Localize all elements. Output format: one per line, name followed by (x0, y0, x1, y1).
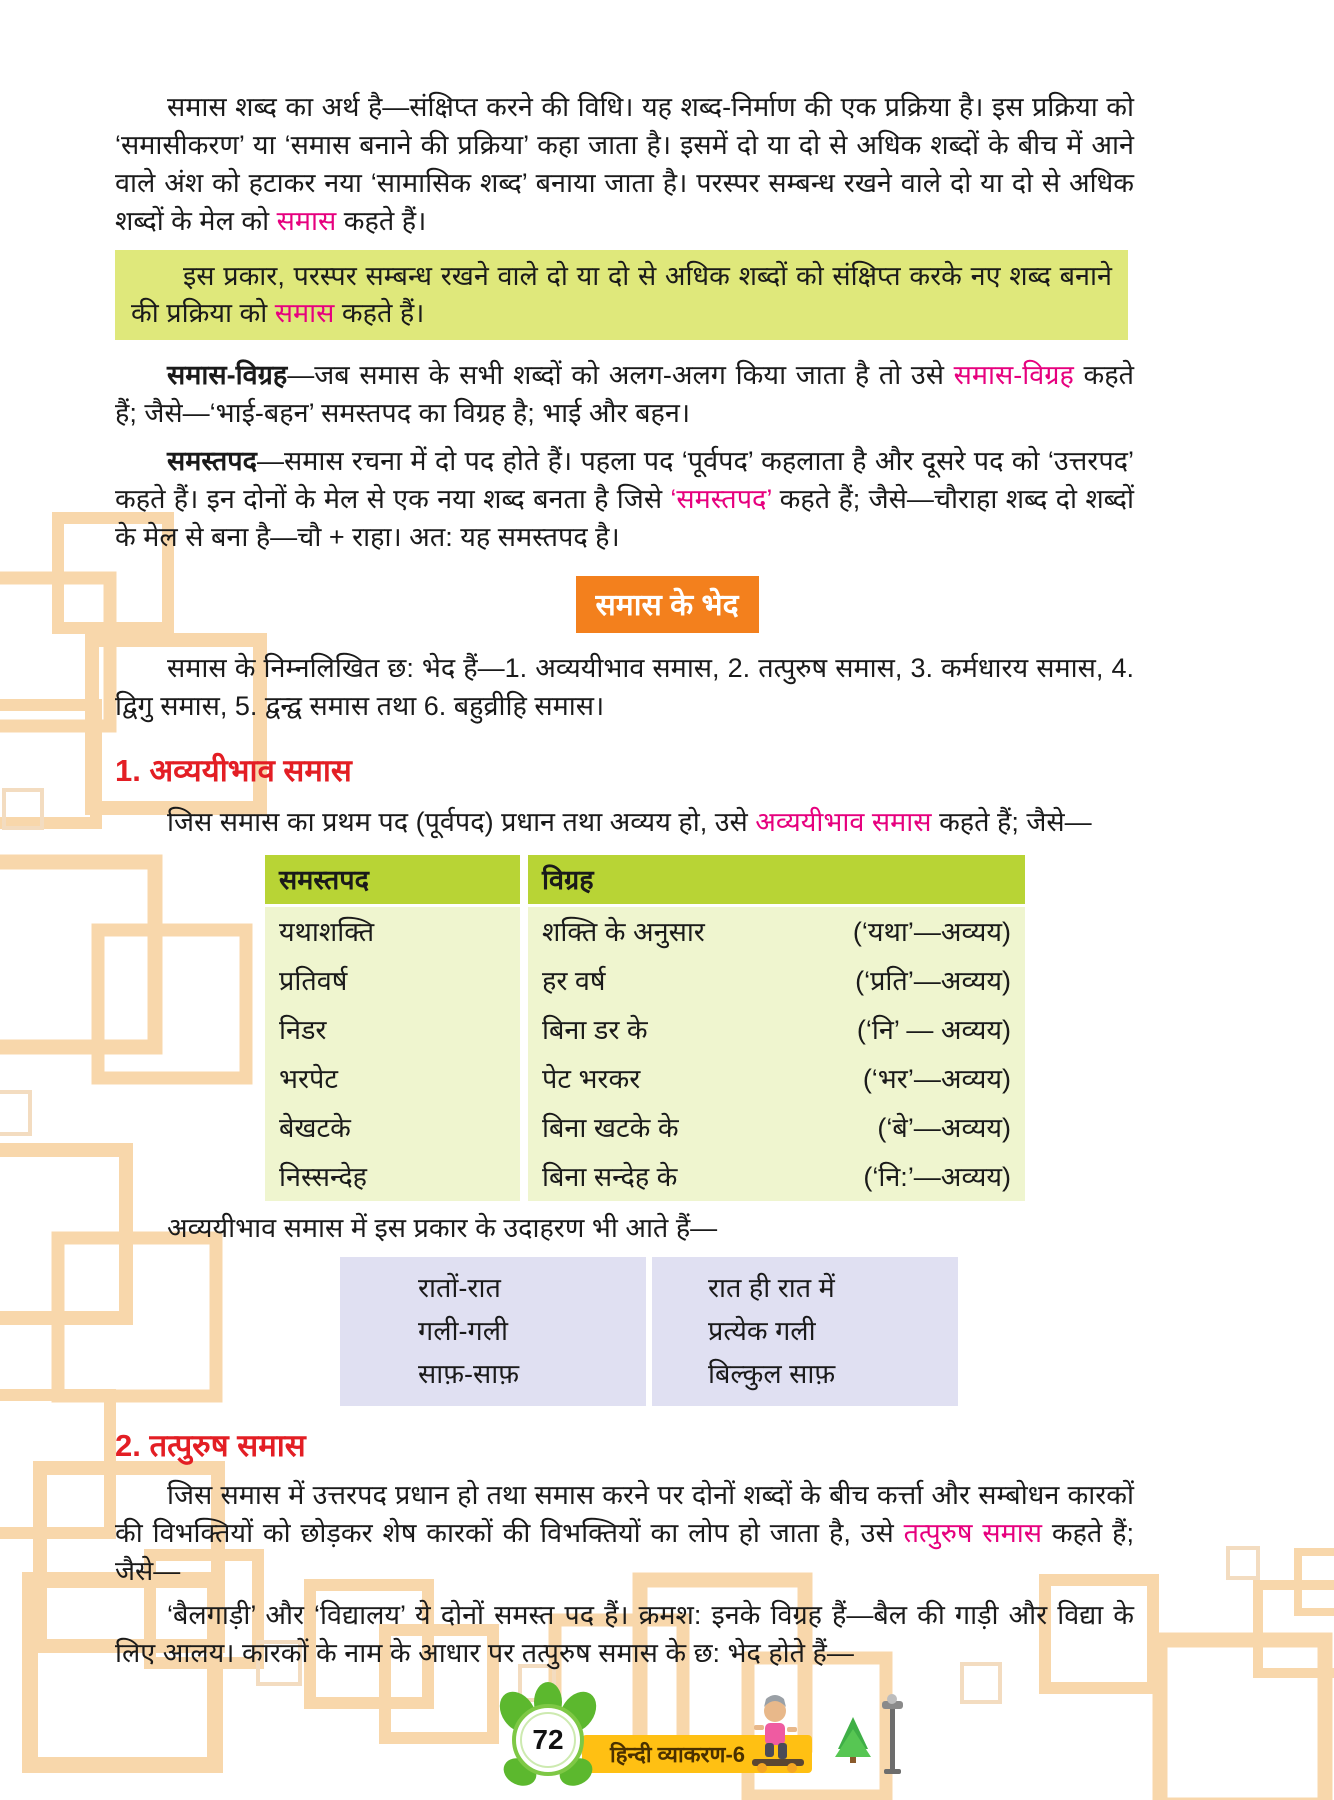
table-header-samastpad: समस्तपद (265, 855, 520, 904)
avyayibhav-table-rows (265, 907, 1025, 1201)
page-footer (0, 1690, 1334, 1800)
heading-avyayibhav-samas: 1. अव्ययीभाव समास (115, 753, 352, 788)
avyay-note: (‘यथा’—अव्यय) (852, 917, 1011, 947)
table-row (265, 1152, 1025, 1201)
vigrah-text: बिना खटके के (542, 1113, 679, 1143)
examples-table (340, 1257, 958, 1406)
tatpurush-example-paragraph: ‘बैलगाड़ी’ और ‘विद्यालय’ ये दोनों समस्त पद हैं। क्रमश: इनके विग्रह हैं—बैल की गाड़ी और विद्या के लिए आलय। कारकों के नाम के आधार पर तत्पुरुष समास के छ: भेद होते हैं— (115, 1600, 1134, 1668)
cell-vigrah (528, 907, 1025, 956)
cell-samastpad: बेखटके (265, 1103, 520, 1152)
avyay-note: (‘भर’—अव्यय) (862, 1064, 1011, 1094)
examples-table-left-column (340, 1257, 646, 1406)
table-row (265, 907, 1025, 956)
footer-group (500, 1690, 812, 1790)
example-expansion: बिल्कुल साफ़ (708, 1359, 836, 1389)
vigrah-text: पेट भरकर (542, 1064, 641, 1094)
intro-paragraph: समास शब्द का अर्थ है—संक्षिप्त करने की विधि। यह शब्द-निर्माण की एक प्रक्रिया है। इस प्रक्रिया को ‘समासीकरण’ या ‘समास बनाने की प्रक्रिया’ कहा जाता है। इसमें दो या दो से अधिक शब्दों के बीच में आने वाले अंश को हटाकर नया ‘सामासिक शब्द’ बनाया जाता है। परस्पर सम्बन्ध रखने वाले दो या दो से अधिक शब्दों के मेल को समास कहते हैं। (115, 92, 1134, 236)
avyayibhav-table (265, 855, 1025, 1201)
cell-vigrah (528, 1054, 1025, 1103)
avyayibhav-definition: जिस समास का प्रथम पद (पूर्वपद) प्रधान तथा अव्यय हो, उसे अव्ययीभाव समास कहते हैं; जैसे— (167, 807, 1092, 837)
more-examples-paragraph: अव्ययीभाव समास में इस प्रकार के उदाहरण भी आते हैं— (167, 1213, 718, 1243)
book-title: हिन्दी व्याकरण-6 (610, 1742, 746, 1767)
leaf-badge-icon (500, 1690, 596, 1790)
tree-icon (835, 1717, 871, 1763)
table-row (265, 1005, 1025, 1054)
footer-banner (582, 1735, 812, 1773)
table-row (265, 1054, 1025, 1103)
skater-icon (752, 1695, 804, 1773)
cell-samastpad: प्रतिवर्ष (265, 956, 520, 1005)
avyay-note: (‘बे’—अव्यय) (877, 1113, 1011, 1143)
tatpurush-definition: जिस समास में उत्तरपद प्रधान हो तथा समास करने पर दोनों शब्दों के बीच कर्त्ता और सम्बोधन कारकों की विभक्तियों को छोड़कर शेष कारकों की विभक्तियों का लोप हो जाता है, उसे तत्पुरुष समास कहते हैं; जैसे— (115, 1480, 1135, 1586)
table-row (265, 956, 1025, 1005)
vigrah-text: शक्ति के अनुसार (542, 917, 705, 947)
table-header-vigrah: विग्रह (528, 855, 1025, 904)
cell-vigrah (528, 1005, 1025, 1054)
page-number: 72 (532, 1724, 564, 1755)
avyay-note: (‘नि:’—अव्यय) (863, 1162, 1011, 1192)
bhed-list-paragraph: समास के निम्नलिखित छ: भेद हैं—1. अव्ययीभाव समास, 2. तत्पुरुष समास, 3. कर्मधारय समास, 4. द्विगु समास, 5. द्वन्द्व समास तथा 6. बहुव्रीहि समास। (115, 653, 1134, 721)
example-expansion: रात ही रात में (708, 1273, 835, 1303)
heading-tatpurush-samas: 2. तत्पुरुष समास (115, 1428, 306, 1463)
cell-vigrah (528, 1103, 1025, 1152)
definition-highlight-text: इस प्रकार, परस्पर सम्बन्ध रखने वाले दो या दो से अधिक शब्दों को संक्षिप्त करके नए शब्द बनाने की प्रक्रिया को समास कहते हैं। (131, 261, 1112, 328)
samas-vigrah-paragraph: समास-विग्रह—जब समास के सभी शब्दों को अलग-अलग किया जाता है तो उसे समास-विग्रह कहते हैं; जैसे—‘भाई-बहन’ समस्तपद का विग्रह है; भाई और बहन। (115, 360, 1134, 428)
avyay-note: (‘नि’ — अव्यय) (856, 1015, 1011, 1045)
cell-samastpad: भरपेट (265, 1054, 520, 1103)
avyay-note: (‘प्रति’—अव्यय) (855, 966, 1011, 996)
cell-samastpad: निडर (265, 1005, 520, 1054)
section-heading-wrap (0, 576, 1334, 633)
vigrah-text: बिना डर के (542, 1015, 648, 1045)
cell-samastpad: यथाशक्ति (265, 907, 520, 956)
vigrah-text: बिना सन्देह के (542, 1162, 678, 1192)
example-compound: गली-गली (418, 1316, 508, 1346)
cell-samastpad: निस्सन्देह (265, 1152, 520, 1201)
vigrah-text: हर वर्ष (542, 966, 606, 996)
definition-highlight-box (115, 250, 1128, 340)
example-compound: रातों-रात (418, 1273, 501, 1303)
section-heading: समास के भेद (576, 576, 759, 633)
avyayibhav-table-header (265, 855, 1025, 904)
lamppost-icon (882, 1694, 903, 1774)
cell-vigrah (528, 1152, 1025, 1201)
cell-vigrah (528, 956, 1025, 1005)
examples-table-right-column (652, 1257, 958, 1406)
table-row (265, 1103, 1025, 1152)
example-expansion: प्रत्येक गली (708, 1316, 816, 1346)
samastpad-paragraph: समस्तपद—समास रचना में दो पद होते हैं। पहला पद ‘पूर्वपद’ कहलाता है और दूसरे पद को ‘उत्तरपद’ कहते हैं। इन दोनों के मेल से एक नया शब्द बनता है जिसे ‘समस्तपद’ कहते हैं; जैसे—चौराहा शब्द दो शब्दों के मेल से बना है—चौ + राहा। अत: यह समस्तपद है। (115, 446, 1134, 552)
example-compound: साफ़-साफ़ (418, 1359, 520, 1389)
